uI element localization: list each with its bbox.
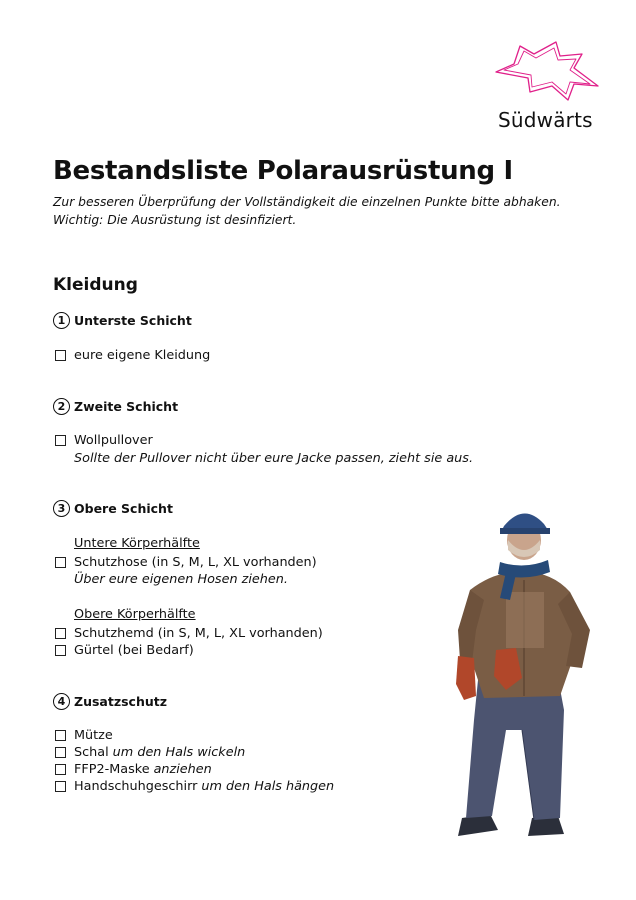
group-label-untere-koerperhaelfte: Untere Körperhälfte [74,536,200,551]
item-label: Schutzhemd (in S, M, L, XL vorhanden) [74,626,323,641]
item-note: Sollte der Pullover nicht über eure Jacke passen, zieht sie aus. [74,451,474,466]
checklist-item-guertel[interactable] [55,643,194,658]
checklist-item-schutzhemd[interactable] [55,626,323,641]
item-label: Handschuhgeschirr [74,779,198,794]
checklist-item-ffp2-maske[interactable] [55,762,212,777]
layer-number-badge: 2 [53,398,70,415]
checkbox[interactable] [55,435,66,446]
layer-label: Obere Schicht [74,501,173,516]
section-title-kleidung: Kleidung [53,275,138,295]
layer-1-heading [53,312,192,329]
layer-label: Zweite Schicht [74,399,179,414]
checklist-item-eigene-kleidung[interactable] [55,348,210,363]
item-label: FFP2-Maske [74,762,150,777]
layer-number-badge: 4 [53,693,70,710]
checklist-item-schal[interactable] [55,745,245,760]
intro-line-1: Zur besseren Überprüfung der Vollständigkeit die einzelnen Punkte bitte abhaken. [53,195,561,209]
checkbox[interactable] [55,350,66,361]
item-instruction: um den Hals wickeln [112,745,246,760]
group-label-obere-koerperhaelfte: Obere Körperhälfte [74,607,196,622]
item-instruction: um den Hals hängen [201,779,335,794]
checkbox[interactable] [55,730,66,741]
item-label: Wollpullover [74,433,153,448]
checklist-item-muetze[interactable] [55,728,113,743]
page-title: Bestandsliste Polarausrüstung I [53,156,513,186]
item-note: Über eure eigenen Hosen ziehen. [74,572,288,587]
checkbox[interactable] [55,781,66,792]
checkbox[interactable] [55,747,66,758]
checkbox[interactable] [55,645,66,656]
layer-number-badge: 3 [53,500,70,517]
checkbox[interactable] [55,628,66,639]
polar-explorer-figure-icon [440,500,615,860]
brand-name: Südwärts [498,108,593,132]
layer-label: Unterste Schicht [74,313,192,328]
item-instruction: anziehen [153,762,212,777]
layer-2-heading [53,398,178,415]
brand-logo-star-icon [490,38,602,104]
checklist-item-schutzhose[interactable] [55,555,317,570]
layer-3-heading [53,500,173,517]
item-label: Schutzhose (in S, M, L, XL vorhanden) [74,555,317,570]
checkbox[interactable] [55,557,66,568]
checkbox[interactable] [55,764,66,775]
item-label: Schal [74,745,109,760]
checklist-item-wollpullover[interactable] [55,433,153,448]
layer-number-badge: 1 [53,312,70,329]
layer-4-heading [53,693,167,710]
checklist-item-handschuhgeschirr[interactable] [55,779,334,794]
layer-label: Zusatzschutz [74,694,167,709]
item-label: Gürtel (bei Bedarf) [74,643,194,658]
item-label: eure eigene Kleidung [74,348,211,363]
intro-line-2: Wichtig: Die Ausrüstung ist desinfiziert. [53,213,297,227]
item-label: Mütze [74,728,113,743]
intro-text [53,193,561,229]
